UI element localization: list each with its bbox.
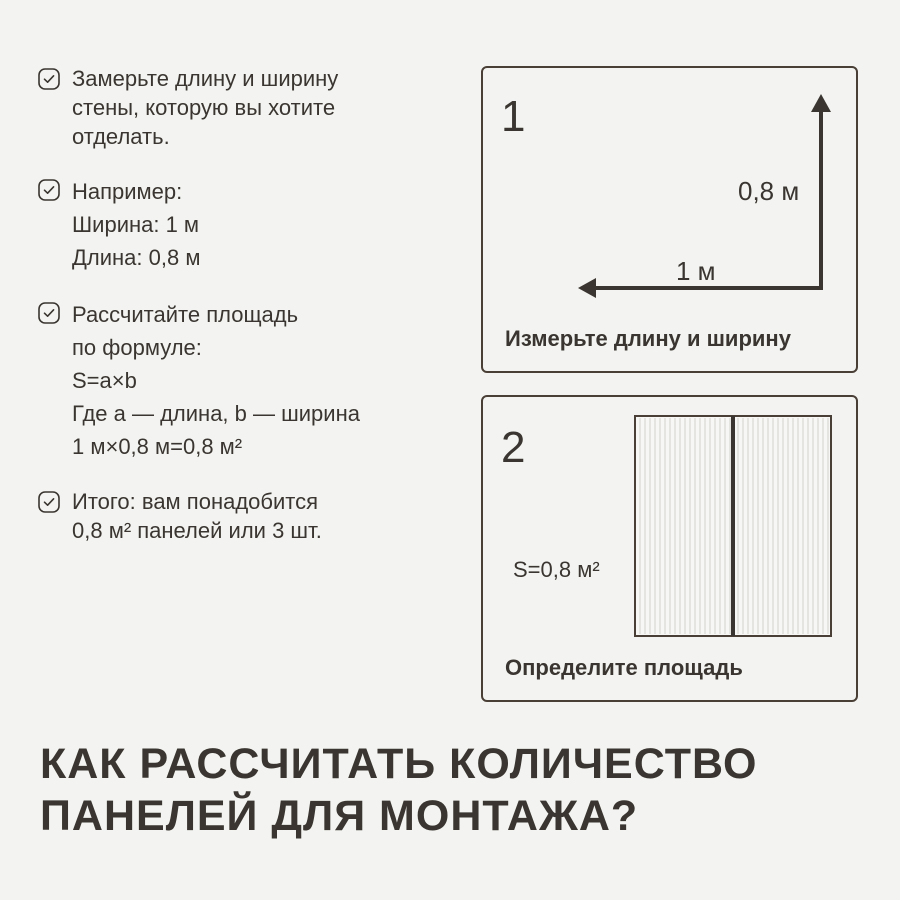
step-text: Длина: 0,8 м [72,245,201,270]
step-item [38,298,458,463]
step-text: по формуле: [72,335,202,360]
step-text: 0,8 м² панелей или 3 шт. [72,518,322,543]
area-card [481,395,858,702]
card-caption: Измерьте длину и ширину [505,326,791,351]
checkbox-checked-icon [38,302,60,324]
page-headline [40,738,757,842]
step-formula: 1 м×0,8 м=0,8 м² [72,434,243,459]
card-caption: Определите площадь [505,655,743,680]
step-item [38,64,458,151]
checkbox-checked-icon [38,179,60,201]
steps-list [38,64,458,569]
headline-line: КАК РАССЧИТАТЬ КОЛИЧЕСТВО [40,740,758,788]
step-text: стены, которую вы хотите [72,95,336,120]
area-label: S=0,8 м² [513,557,600,582]
step-text: Ширина: 1 м [72,212,200,237]
horizontal-arrowhead [578,278,596,298]
step-text: Итого: вам понадобится [72,489,319,514]
step-text: Где a — длина, b — ширина [72,401,360,426]
card-number: 2 [501,423,526,472]
card-number: 1 [501,92,526,141]
step-text: Например: [72,179,183,204]
step-formula: S=a×b [72,368,137,393]
checkbox-checked-icon [38,491,60,513]
step-item [38,175,458,274]
measure-card [481,66,858,373]
checkbox-checked-icon [38,68,60,90]
length-label: 1 м [676,256,716,286]
step-text: Рассчитайте площадь [72,302,299,327]
step-item [38,487,458,545]
step-text: Замерьте длину и ширину [72,66,339,91]
headline-line: ПАНЕЛЕЙ ДЛЯ МОНТАЖА? [40,792,639,840]
width-label: 0,8 м [738,176,800,206]
vertical-arrowhead [811,94,831,112]
step-text: отделать. [72,124,170,149]
